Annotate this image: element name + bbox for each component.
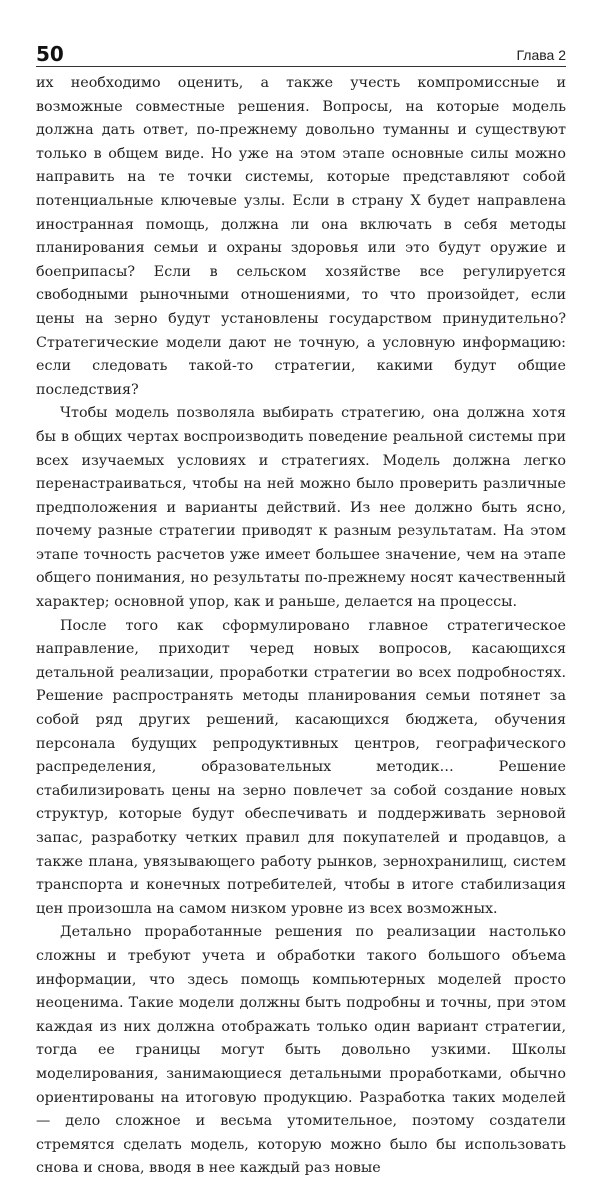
paragraph-1: их необходимо оценить, а также учесть компромиссные и возможные совместные решения. Вопросы, на которые модель должна дать ответ, по-прежнему довольно туманны и существуют только в общем виде. Но уже на этом этапе основные силы можно направить на те точки системы, которые представляют собой потенциальные ключевые узлы. Если в страну X будет направлена иностранная помощь, должна ли она включать в себя методы планирования семьи и охраны здоровья или это будут оружие и боеприпасы? Если в сельском хозяйстве все регулируется свободными рыночными отношениями, то что произойдет, если цены на зерно будут установлены государством принудительно? Стратегические модели дают не точную, а условную информацию: если следовать такой-то стратегии, какими будут общие последствия? xyxy=(36,75,566,398)
body-text xyxy=(36,72,566,1181)
chapter-title: Глава 2 xyxy=(516,47,566,63)
paragraph-2: Чтобы модель позволяла выбирать стратегию, она должна хотя бы в общих чертах воспроизводить поведение реальной системы при всех изучаемых условиях и стратегиях. Модель должна легко перенастраиваться, чтобы на ней можно было проверить различные предположения и варианты действий. Из нее должно быть ясно, почему разные стратегии приводят к разным результатам. На этом этапе точность расчетов уже имеет большее значение, чем на этапе общего понимания, но результаты по-прежнему носят качественный характер; основной упор, как и раньше, делается на процессы. xyxy=(36,405,566,611)
book-page xyxy=(36,36,566,1181)
page-number: 50 xyxy=(36,42,64,66)
page-header xyxy=(36,36,566,67)
paragraph-3: После того как сформулировано главное стратегическое направление, приходит черед новых вопросов, касающихся детальной реализации, проработки стратегии во всех подробностях. Решение распространять методы планирования семьи потянет за собой ряд других решений, касающихся бюджета, обучения персонала будущих репродуктивных центров, географического распределения, образовательных методик… Решение стабилизировать цены на зерно повлечет за собой создание новых структур, которые будут обеспечивать и поддерживать зерновой запас, разработку четких правил для покупателей и продавцов, а также плана, увязывающего работу рынков, зернохранилищ, систем транспорта и конечных потребителей, чтобы в итоге стабилизация цен произошла на самом низком уровне из всех возможных. xyxy=(36,617,566,917)
paragraph-4: Детально проработанные решения по реализации настолько сложны и требуют учета и обработки такого большого объема информации, что здесь помощь компьютерных моделей просто неоценима. Такие модели должны быть подробны и точны, при этом каждая из них должна отображать только один вариант стратегии, тогда ее границы могут быть довольно узкими. Школы моделирования, занимающиеся детальными проработками, обычно ориентированы на итоговую продукцию. Разработка таких моделей — дело сложное и весьма утомительное, поэтому создатели стремятся сделать модель, которую можно было бы использовать снова и снова, вводя в нее каждый раз новые xyxy=(36,924,566,1177)
